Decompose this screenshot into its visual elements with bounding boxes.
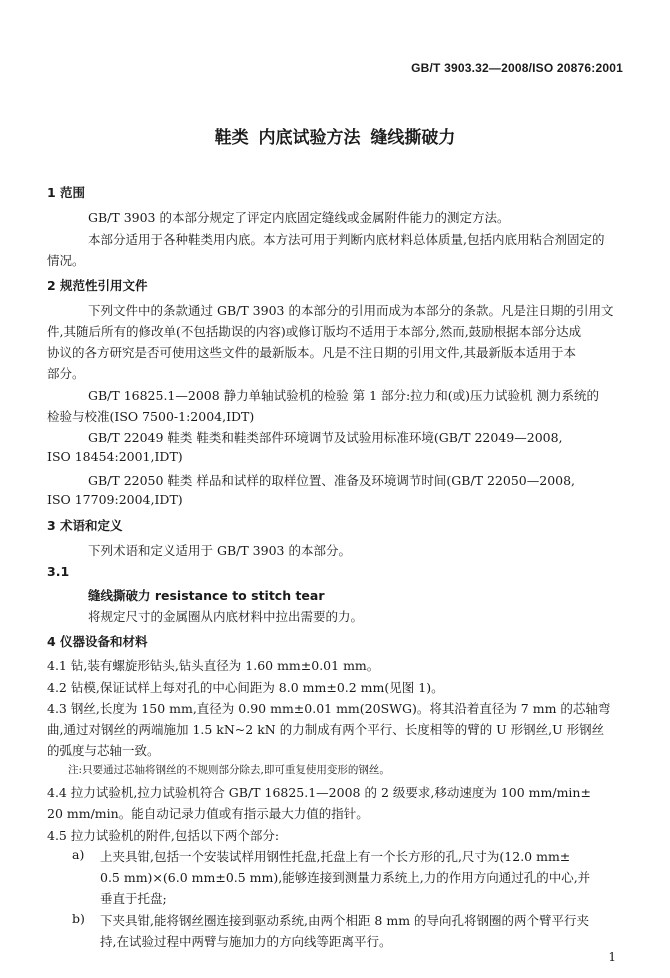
list-item: 下夹具钳,能将钢丝圈连接到驱动系统,由两个相距 8 mm 的导向孔将钢圈的两个臂平行夹 — [100, 913, 590, 928]
paragraph: GB/T 3903 的本部分规定了评定内底固定缝线或金属附件能力的测定方法。 — [88, 210, 510, 225]
document-title: 鞋类 内底试验方法 缝线撕破力 — [214, 128, 456, 148]
section-heading-references: 2 规范性引用文件 — [47, 278, 148, 293]
clause-number: 3.1 — [47, 564, 70, 579]
section-heading-apparatus: 4 仪器设备和材料 — [47, 634, 148, 649]
clause: 4.2 钻模,保证试样上每对孔的中心间距为 8.0 mm±0.2 mm(见图 1)。 — [47, 680, 444, 695]
list-marker: b) — [72, 911, 85, 926]
clause: 4.4 拉力试验机,拉力试验机符合 GB/T 16825.1—2008 的 2 级要求,移动速度为 100 mm/min± — [47, 785, 591, 800]
list-marker: a) — [72, 847, 85, 862]
definition: 将规定尺寸的金属圈从内底材料中拉出需要的力。 — [88, 609, 364, 624]
reference-entry: ISO 18454:2001,IDT) — [47, 449, 183, 464]
reference-entry: GB/T 22049 鞋类 鞋类和鞋类部件环境调节及试验用标准环境(GB/T 22049—2008, — [88, 430, 563, 445]
reference-entry: GB/T 22050 鞋类 样品和试样的取样位置、准备及环境调节时间(GB/T 22050—2008, — [88, 473, 576, 488]
page-number: 1 — [608, 950, 616, 964]
paragraph: 情况。 — [47, 253, 85, 268]
clause: 4.3 钢丝,长度为 150 mm,直径为 0.90 mm±0.01 mm(20SWG)。将其沿着直径为 7 mm 的芯轴弯 — [47, 701, 611, 716]
section-heading-terms: 3 术语和定义 — [47, 518, 123, 533]
list-item: 上夹具钳,包括一个安装试样用钢性托盘,托盘上有一个长方形的孔,尺寸为(12.0 mm± — [100, 849, 571, 864]
term: 缝线撕破力 resistance to stitch tear — [88, 588, 325, 603]
section-heading-scope: 1 范围 — [47, 185, 86, 200]
paragraph: 下列文件中的条款通过 GB/T 3903 的本部分的引用而成为本部分的条款。凡是注日期的引用文 — [88, 303, 614, 318]
note: 注:只要通过芯轴将钢丝的不规则部分除去,即可重复使用变形的钢丝。 — [68, 764, 390, 776]
list-item: 0.5 mm)×(6.0 mm±0.5 mm),能够连接到测量力系统上,力的作用方向通过孔的中心,并 — [100, 870, 591, 885]
paragraph: 本部分适用于各种鞋类用内底。本方法可用于判断内底材料总体质量,包括内底用粘合剂固定的 — [88, 232, 605, 247]
standard-number: GB/T 3903.32—2008/ISO 20876:2001 — [411, 61, 623, 75]
paragraph: 部分。 — [47, 366, 85, 381]
paragraph: 协议的各方研究是否可使用这些文件的最新版本。凡是不注日期的引用文件,其最新版本适用于本 — [47, 345, 576, 360]
paragraph: 件,其随后所有的修改单(不包括勘误的内容)或修订版均不适用于本部分,然而,鼓励根据本部分达成 — [47, 324, 582, 339]
reference-entry: GB/T 16825.1—2008 静力单轴试验机的检验 第 1 部分:拉力和(或)压力试验机 测力系统的 — [88, 388, 599, 403]
reference-entry: ISO 17709:2004,IDT) — [47, 492, 183, 507]
list-item: 持,在试验过程中两臂与施加力的方向线等距离平行。 — [100, 934, 392, 949]
clause: 的弧度与芯轴一致。 — [47, 743, 160, 758]
list-item: 垂直于托盘; — [100, 891, 167, 906]
paragraph: 下列术语和定义适用于 GB/T 3903 的本部分。 — [88, 543, 351, 558]
clause: 4.1 钻,装有螺旋形钻头,钻头直径为 1.60 mm±0.01 mm。 — [47, 658, 380, 673]
clause: 20 mm/min。能自动记录力值或有指示最大力值的指针。 — [47, 806, 369, 821]
clause: 4.5 拉力试验机的附件,包括以下两个部分: — [47, 828, 280, 843]
clause: 曲,通过对钢丝的两端施加 1.5 kN~2 kN 的力制成有两个平行、长度相等的臂的 U 形钢丝,U 形钢丝 — [47, 722, 605, 737]
reference-entry: 检验与校准(ISO 7500-1:2004,IDT) — [47, 409, 255, 424]
